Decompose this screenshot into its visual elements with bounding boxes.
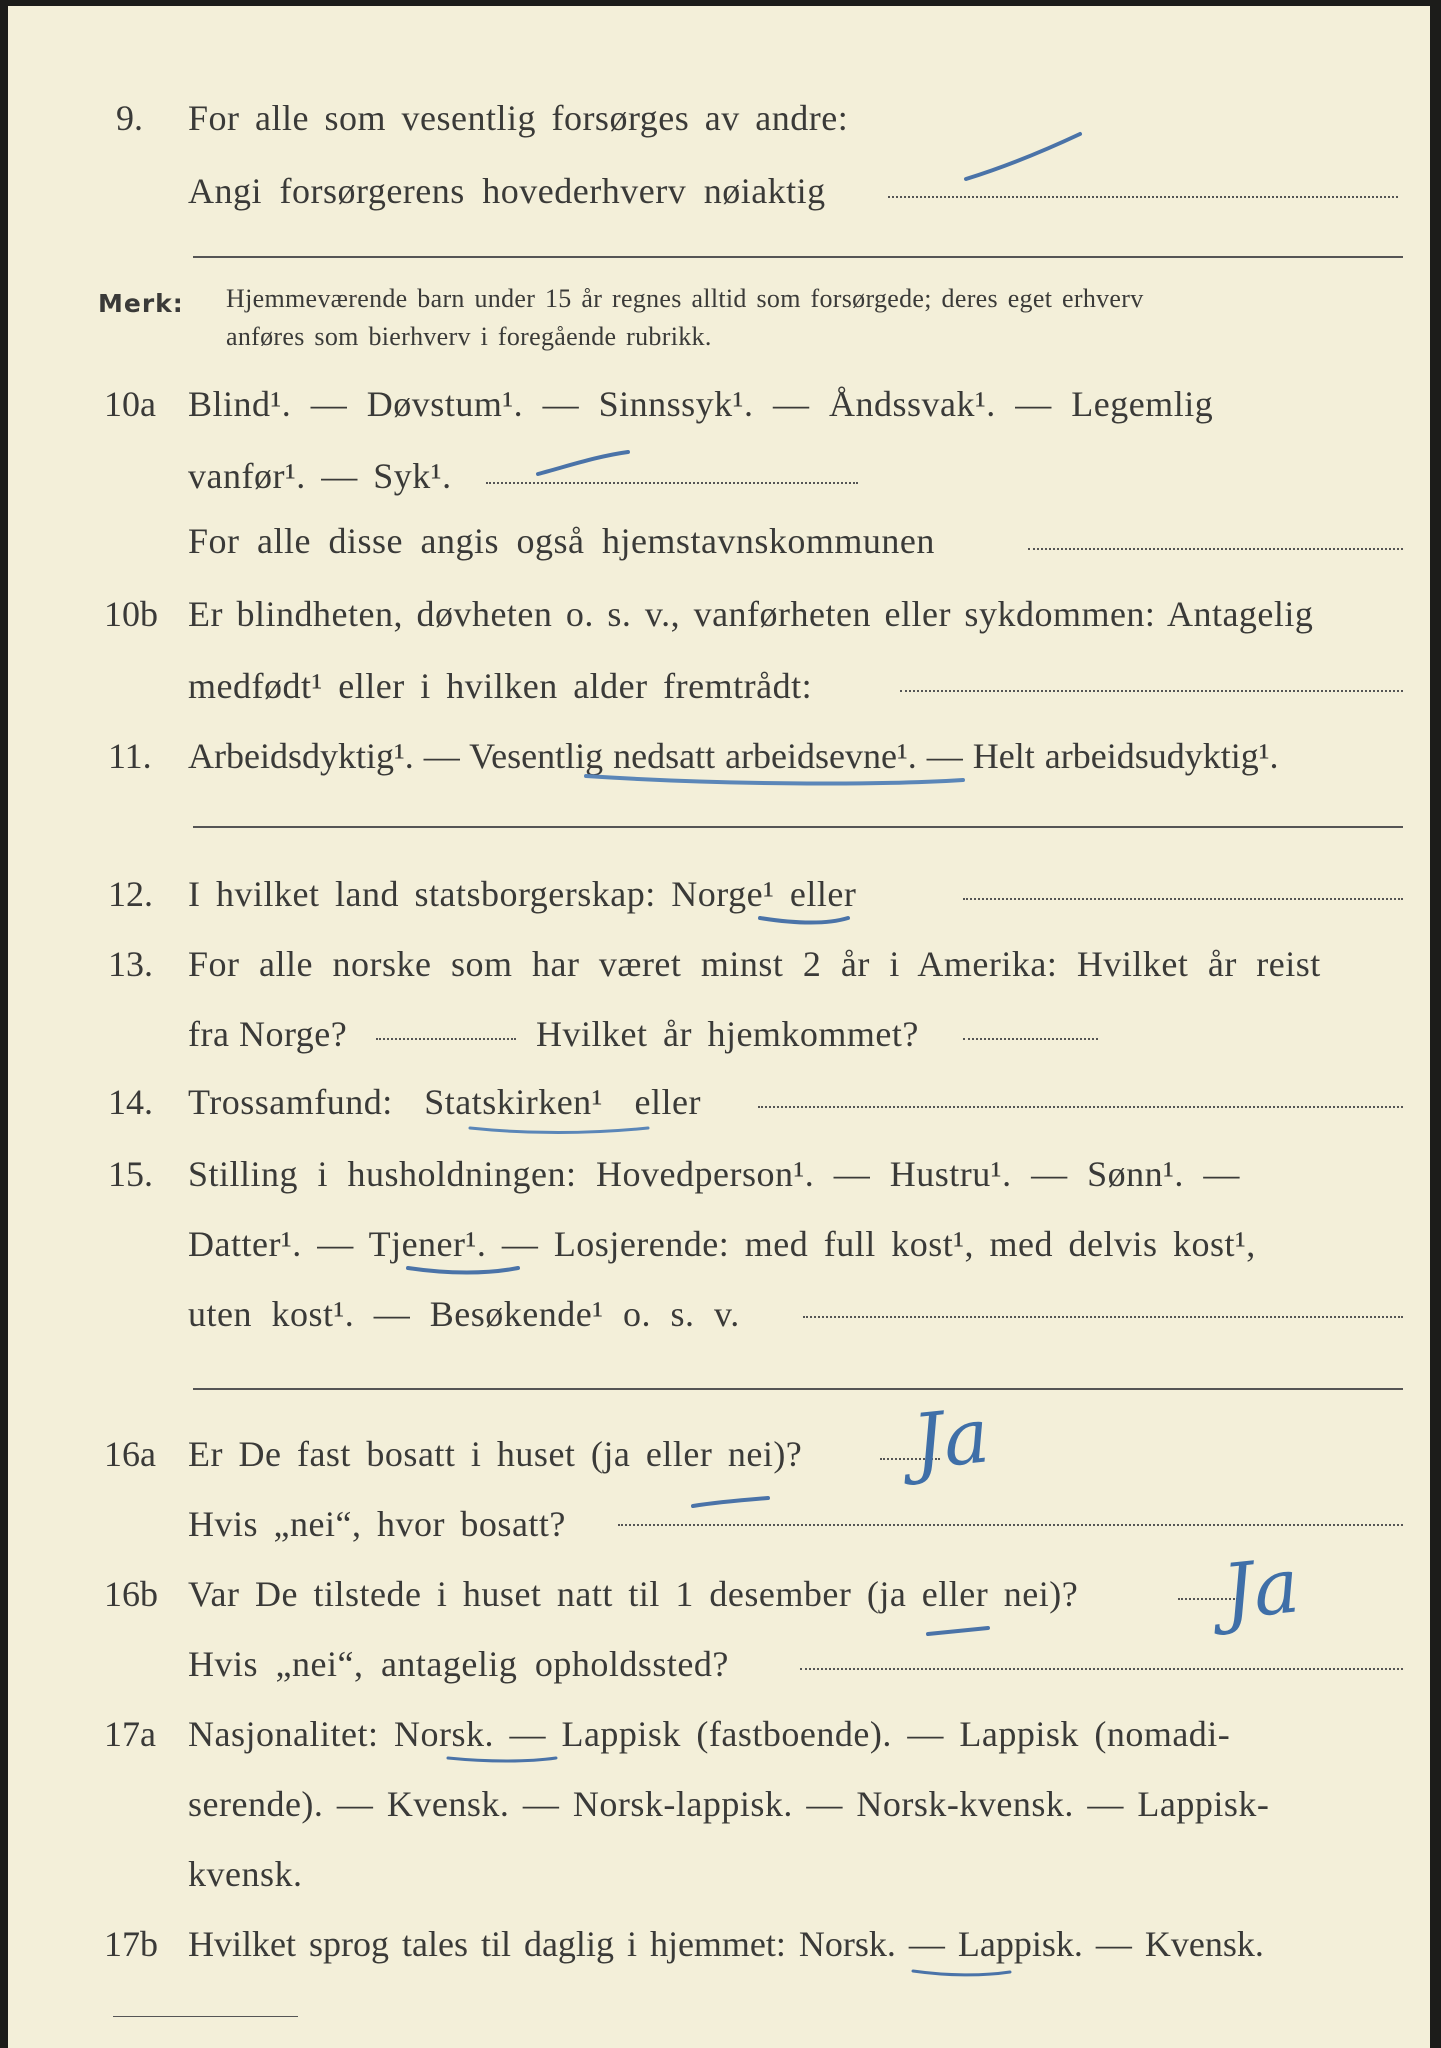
q10a-number: 10a [104,384,156,424]
q10a-kommune-dots [1028,548,1403,550]
q13-line2a: fra Norge? [188,1014,348,1054]
q10b-number: 10b [104,594,158,634]
q16b-line1: Var De tilstede i huset natt til 1 desember (ja eller nei)? [188,1574,1079,1614]
q13-line2b: Hvilket år hjemkommet? [536,1014,919,1054]
q10a-answer-dots [486,482,858,484]
pen-underline-tjener [408,1268,518,1273]
merk-line2: anføres som bierhverv i foregående rubrikk. [226,322,712,351]
q14-line1: Trossamfund: Statskirken¹ eller [188,1082,701,1122]
pen-dash-q9 [966,134,1080,179]
q11-answer-line [193,826,1403,828]
pen-underline-norsk-17b [913,1971,1010,1975]
q12-number: 12. [108,874,153,914]
q16a-where-dots [618,1524,1403,1526]
pen-underline-norge [760,918,848,923]
merk-line1: Hjemmeværende barn under 15 år regnes alltid som forsørgede; deres eget erhverv [226,284,1144,313]
q10b-answer-dots [900,690,1403,692]
q15-line2: Datter¹. — Tjener¹. — Losjerende: med full kost¹, med delvis kost¹, [188,1224,1256,1264]
q11-line1: Arbeidsdyktig¹. — Vesentlig nedsatt arbeidsevne¹. — Helt arbeidsudyktig¹. [188,736,1279,776]
census-form-page [8,6,1430,2048]
q9-answer-line [193,256,1403,258]
q17a-line1: Nasjonalitet: Norsk. — Lappisk (fastboende). — Lappisk (nomadi- [188,1714,1231,1754]
q9-line2: Angi forsørgerens hovederhverv nøiaktig [188,171,826,211]
q16b-line2: Hvis „nei“, antagelig opholdssted? [188,1644,729,1684]
q17a-line2: serende). — Kvensk. — Norsk-lappisk. — Norsk-kvensk. — Lappisk- [188,1784,1270,1824]
q13-line1: For alle norske som har været minst 2 år i Amerika: Hvilket år reist [188,944,1321,984]
pen-dash-q10a [538,452,628,474]
q13-number: 13. [108,944,153,984]
q13-year-left-dots [376,1038,516,1040]
q17a-line3: kvensk. [188,1854,303,1894]
pen-underline-norsk-17a [448,1758,556,1761]
q16a-line2: Hvis „nei“, hvor bosatt? [188,1504,566,1544]
pen-underline-nedsatt [586,776,963,783]
q15-answer-dots [803,1316,1403,1318]
footnote-rule [113,2016,298,2017]
q10a-line2: vanfør¹. — Syk¹. [188,456,452,496]
q16b-number: 16b [104,1574,158,1614]
q12-answer-dots [963,898,1403,900]
q14-answer-dots [758,1106,1403,1108]
q10b-line1: Er blindheten, døvheten o. s. v., vanførheten eller sykdommen: Antagelig [188,594,1314,634]
pen-dash-q16a [693,1498,768,1506]
q16b-where-dots [800,1668,1403,1670]
q9-number: 9. [116,98,143,138]
q17a-number: 17a [104,1714,156,1754]
q16b-handwritten-answer: Ja [1218,1540,1304,1637]
q15-answer-line [193,1388,1403,1390]
q15-line3: uten kost¹. — Besøkende¹ o. s. v. [188,1294,740,1334]
q11-number: 11. [108,736,152,776]
q17b-line1: Hvilket sprog tales til daglig i hjemmet: Norsk. — Lappisk. — Kvensk. [188,1924,1264,1964]
q9-answer-dots [888,196,1398,198]
q17b-number: 17b [104,1924,158,1964]
q10a-line3: For alle disse angis også hjemstavnskommunen [188,521,935,561]
q12-line1: I hvilket land statsborgerskap: Norge¹ eller [188,874,857,914]
q10b-line2: medfødt¹ eller i hvilken alder fremtrådt: [188,666,813,706]
q14-number: 14. [108,1082,153,1122]
pen-underline-statskirken [470,1128,648,1133]
q16a-line1: Er De fast bosatt i huset (ja eller nei)? [188,1434,803,1474]
q15-number: 15. [108,1154,153,1194]
q16a-number: 16a [104,1434,156,1474]
pen-dash-q16b [928,1628,988,1634]
q16a-handwritten-answer: Ja [908,1390,994,1487]
q15-line1: Stilling i husholdningen: Hovedperson¹. — Hustru¹. — Sønn¹. — [188,1154,1240,1194]
q10a-line1: Blind¹. — Døvstum¹. — Sinnssyk¹. — Åndssvak¹. — Legemlig [188,384,1214,424]
q13-year-returned-dots [963,1038,1098,1040]
merk-label: Merk: [98,289,184,318]
q9-line1: For alle som vesentlig forsørges av andre: [188,98,849,138]
